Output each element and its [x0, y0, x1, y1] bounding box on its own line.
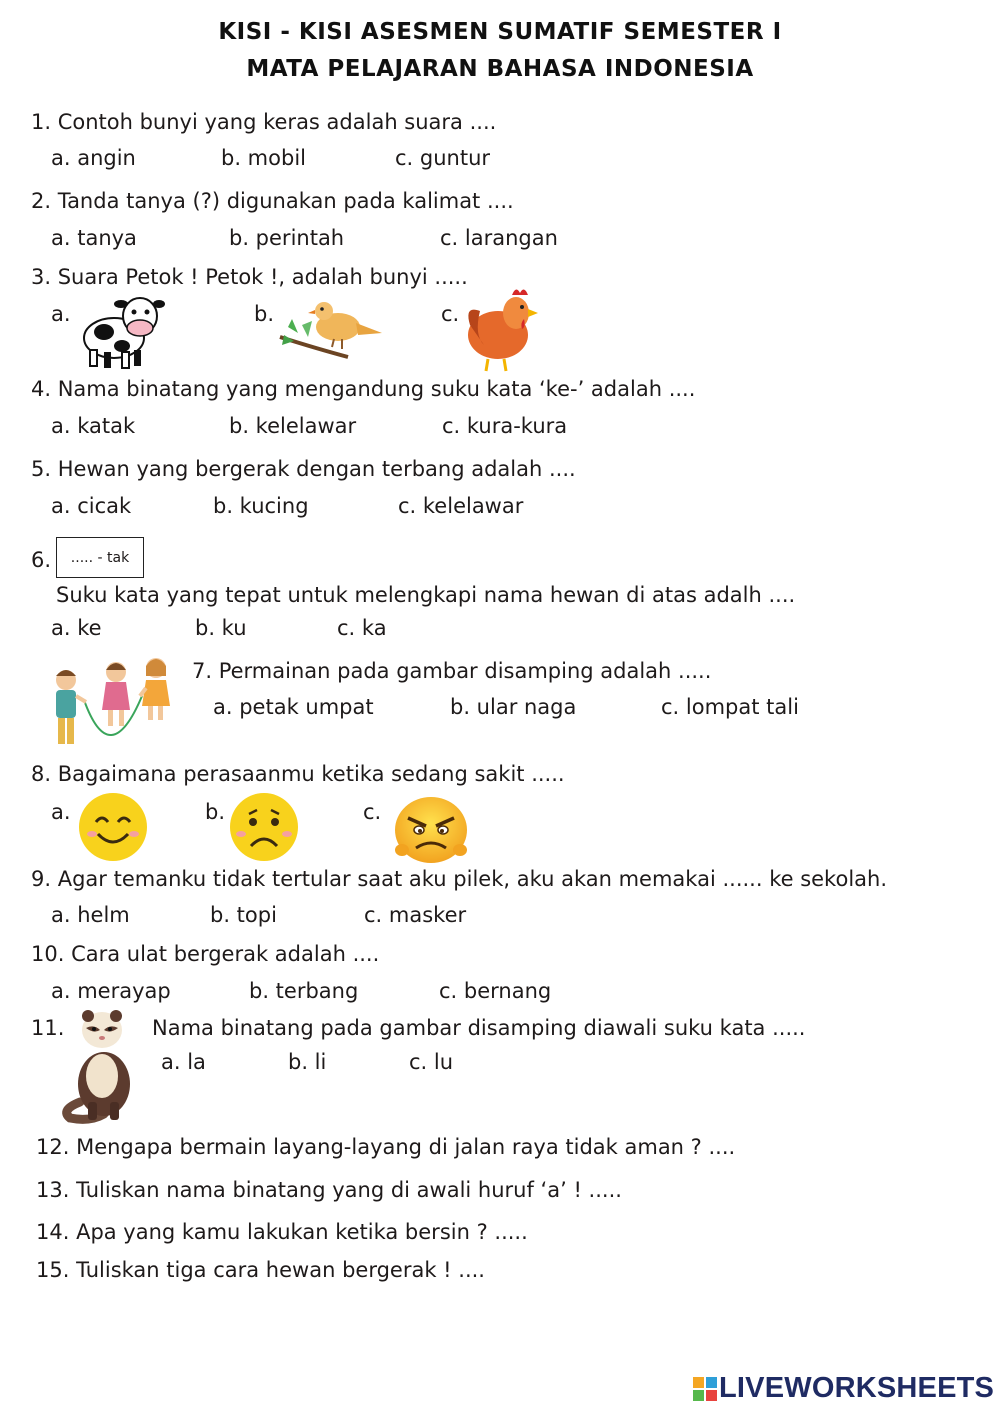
- q9-option-c: c. masker: [364, 903, 467, 927]
- q9-option-a: a. helm: [51, 903, 130, 927]
- q1-option-b: b. mobil: [221, 146, 306, 170]
- q11-option-a: a. la: [161, 1050, 206, 1074]
- q5-option-b: b. kucing: [213, 494, 309, 518]
- question-5: 5. Hewan yang bergerak dengan terbang adalah ....: [31, 457, 576, 481]
- q8-option-c: c.: [363, 800, 382, 824]
- q4-option-c: c. kura-kura: [442, 414, 568, 438]
- ferret-image: [60, 1006, 150, 1124]
- q8-option-b: b.: [205, 800, 226, 824]
- q10-option-c: c. bernang: [439, 979, 552, 1003]
- question-3: 3. Suara Petok ! Petok !, adalah bunyi .....: [31, 265, 468, 289]
- q8-option-a: a.: [51, 800, 71, 824]
- question-6: Suku kata yang tepat untuk melengkapi nama hewan di atas adalh ....: [56, 583, 796, 607]
- page-title: KISI - KISI ASESMEN SUMATIF SEMESTER I: [218, 19, 782, 45]
- q5-option-a: a. cicak: [51, 494, 132, 518]
- question-15: 15. Tuliskan tiga cara hewan bergerak ! ....: [36, 1258, 485, 1282]
- q4-option-b: b. kelelawar: [229, 414, 357, 438]
- question-1: 1. Contoh bunyi yang keras adalah suara ....: [31, 110, 497, 134]
- question-4: 4. Nama binatang yang mengandung suku kata ‘ke-’ adalah ....: [31, 377, 696, 401]
- question-10: 10. Cara ulat bergerak adalah ....: [31, 942, 380, 966]
- q2-option-c: c. larangan: [440, 226, 558, 250]
- page-subtitle: MATA PELAJARAN BAHASA INDONESIA: [246, 56, 754, 82]
- question-12: 12. Mengapa bermain layang-layang di jalan raya tidak aman ? ....: [36, 1135, 736, 1159]
- q11-option-c: c. lu: [409, 1050, 454, 1074]
- q9-option-b: b. topi: [210, 903, 277, 927]
- liveworksheets-logo-icon: [693, 1377, 717, 1401]
- angry-face-icon: [394, 796, 468, 864]
- q6-option-c: c. ka: [337, 616, 387, 640]
- liveworksheets-logo-text: LIVEWORKSHEETS: [719, 1372, 995, 1404]
- question-11: Nama binatang pada gambar disamping diawali suku kata .....: [152, 1016, 806, 1040]
- jump-rope-children-image: [50, 652, 178, 760]
- sad-face-icon: [229, 792, 299, 862]
- q10-option-a: a. merayap: [51, 979, 171, 1003]
- q4-option-a: a. katak: [51, 414, 136, 438]
- question-11-number: 11.: [31, 1016, 65, 1040]
- q2-option-b: b. perintah: [229, 226, 345, 250]
- q1-option-c: c. guntur: [395, 146, 491, 170]
- bird-image: [278, 297, 384, 363]
- q6-option-b: b. ku: [195, 616, 247, 640]
- happy-face-icon: [78, 792, 148, 862]
- cow-image: [76, 290, 164, 370]
- q3-option-a: a.: [51, 302, 71, 326]
- q6-option-a: a. ke: [51, 616, 102, 640]
- syllable-box-text: ..... - tak: [70, 549, 130, 566]
- q3-option-b: b.: [254, 302, 275, 326]
- q10-option-b: b. terbang: [249, 979, 359, 1003]
- q7-option-b: b. ular naga: [450, 695, 577, 719]
- question-14: 14. Apa yang kamu lakukan ketika bersin ? .....: [36, 1220, 528, 1244]
- question-9: 9. Agar temanku tidak tertular saat aku pilek, aku akan memakai ...... ke sekolah.: [31, 867, 888, 891]
- question-13: 13. Tuliskan nama binatang yang di awali huruf ‘a’ ! .....: [36, 1178, 622, 1202]
- chicken-image: [464, 285, 540, 373]
- q2-option-a: a. tanya: [51, 226, 137, 250]
- question-8: 8. Bagaimana perasaanmu ketika sedang sakit .....: [31, 762, 565, 786]
- syllable-box: [56, 537, 144, 578]
- question-2: 2. Tanda tanya (?) digunakan pada kalimat ....: [31, 189, 514, 213]
- q5-option-c: c. kelelawar: [398, 494, 524, 518]
- question-7: 7. Permainan pada gambar disamping adalah .....: [192, 659, 712, 683]
- q3-option-c: c.: [441, 302, 460, 326]
- question-6-number: 6.: [31, 548, 52, 572]
- q1-option-a: a. angin: [51, 146, 136, 170]
- q7-option-c: c. lompat tali: [661, 695, 799, 719]
- q7-option-a: a. petak umpat: [213, 695, 374, 719]
- q11-option-b: b. li: [288, 1050, 327, 1074]
